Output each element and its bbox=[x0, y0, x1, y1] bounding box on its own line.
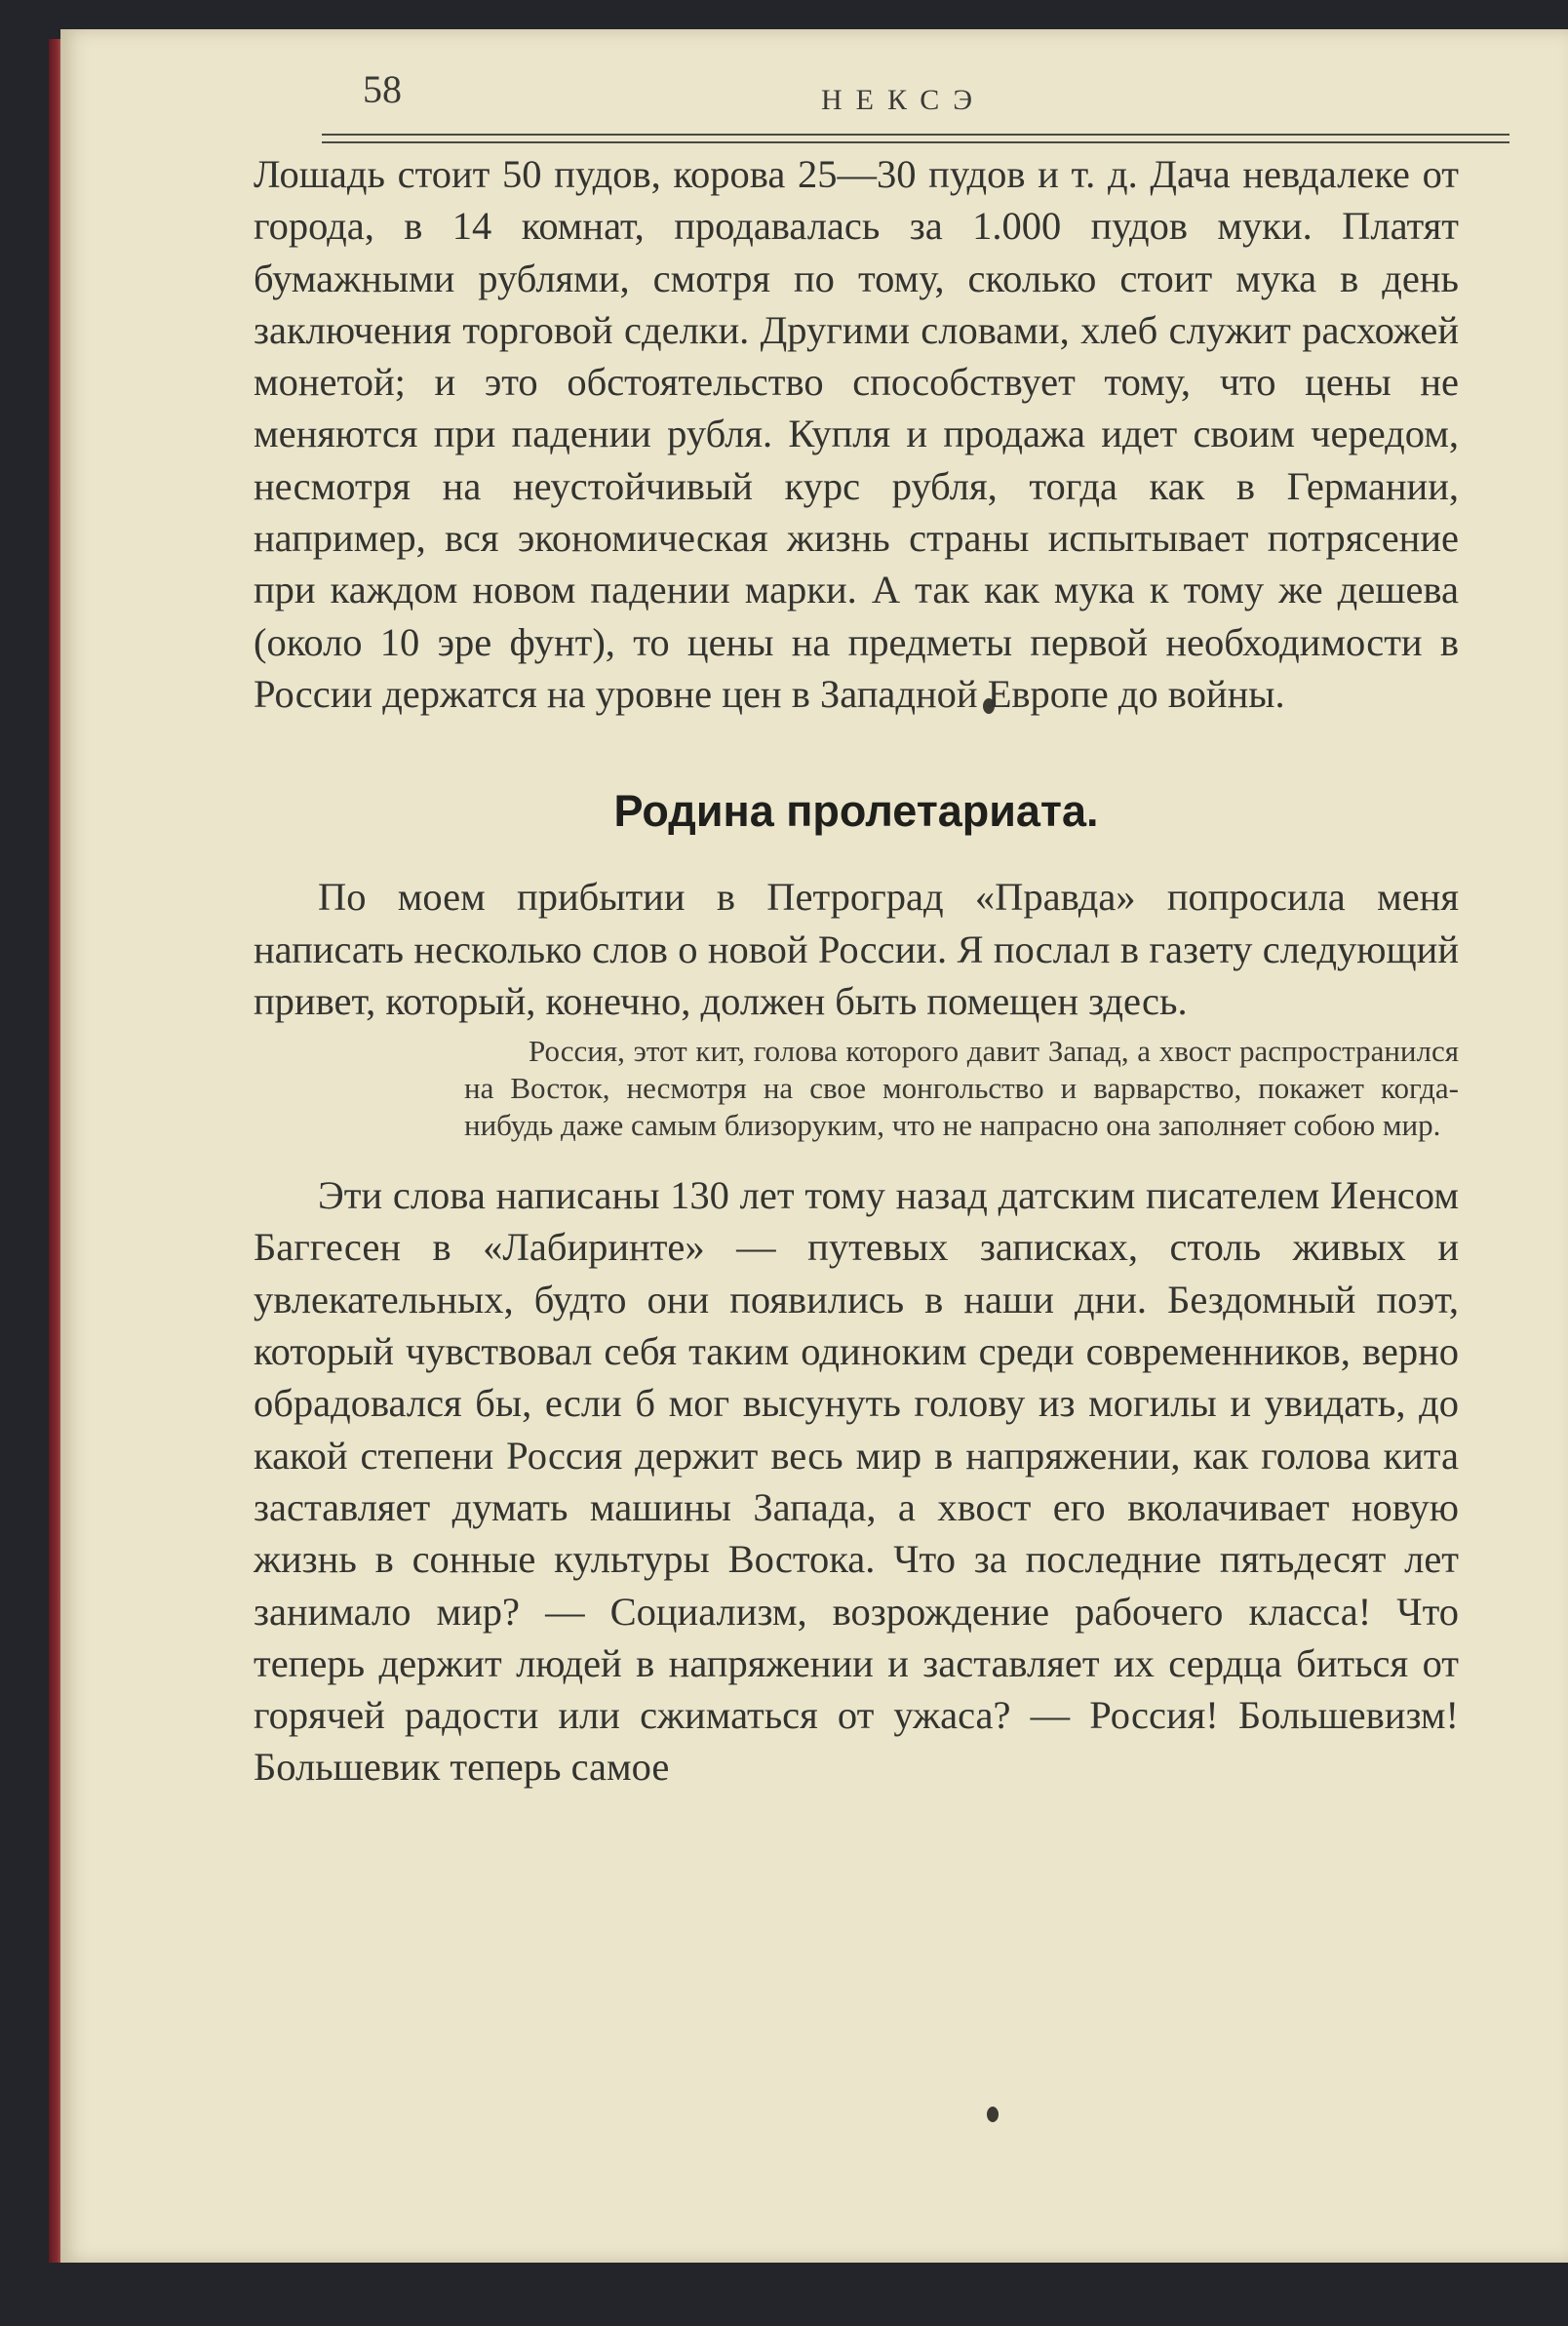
header-rule bbox=[322, 141, 1509, 143]
page-number: 58 bbox=[363, 67, 402, 111]
block-quote: Россия, этот кит, голова которого давит Запад, а хвост распространился на Восток, несмотря на свое монгольство и варварство, покажет когда-нибудь даже самым близоруким, что не напрасно она заполняет собою мир. bbox=[464, 1034, 1459, 1143]
page-header bbox=[60, 29, 1568, 156]
ink-speck bbox=[987, 2107, 999, 2122]
paragraph-prices: Лошадь стоит 50 пудов, корова 25—30 пудов и т. д. Дача невдалеке от города, в 14 комнат, продавалась за 1.000 пудов муки. Платят бумажными рублями, смотря по тому, сколько стоит мука в день заключения торговой сделки. Другими словами, хлеб служит расхожей монетой; и это обстоятельство способствует тому, что цены не меняются при падении рубля. Купля и продажа идет своим чередом, несмотря на неустойчивый курс рубля, тогда как в Германии, например, вся экономическая жизнь страны испытывает потрясение при каждом новом падении марки. А так как мука к тому же дешева (около 10 эре фунт), то цены на предметы первой необходимости в России держатся на уровне цен в Западной Европе до войны. bbox=[254, 152, 1459, 716]
header-rule bbox=[322, 134, 1509, 136]
section-heading: Родина пролетариата. bbox=[613, 786, 1099, 837]
body-text bbox=[254, 148, 1459, 1794]
paragraph-baggesen: Эти слова написаны 130 лет тому назад датским писателем Иенсом Баггесен в «Лабиринте» — путевых записках, столь живых и увлекательных, будто они появились в наши дни. Бездомный поэт, который чувствовал себя таким одиноким среди современников, верно обрадовался бы, если б мог высунуть голову из могилы и увидать, до какой степени Россия держит весь мир в напряжении, как голова кита заставляет думать машины Запада, а хвост его вколачивает новую жизнь в сонные культуры Востока. Что за последние пятьдесят лет занимало мир? — Социализм, возрождение рабочего класса! Что теперь держит людей в напряжении и заставляет их сердца биться от горячей радости или сжиматься от ужаса? — Россия! Большевизм! Большевик теперь самое bbox=[254, 1173, 1459, 1790]
running-title: НЕКСЭ bbox=[821, 84, 987, 116]
paragraph-pravda: По моем прибытии в Петроград «Правда» попросила меня написать несколько слов о новой России. Я послал в газету следующий привет, который, конечно, должен быть помещен здесь. bbox=[254, 875, 1459, 1023]
